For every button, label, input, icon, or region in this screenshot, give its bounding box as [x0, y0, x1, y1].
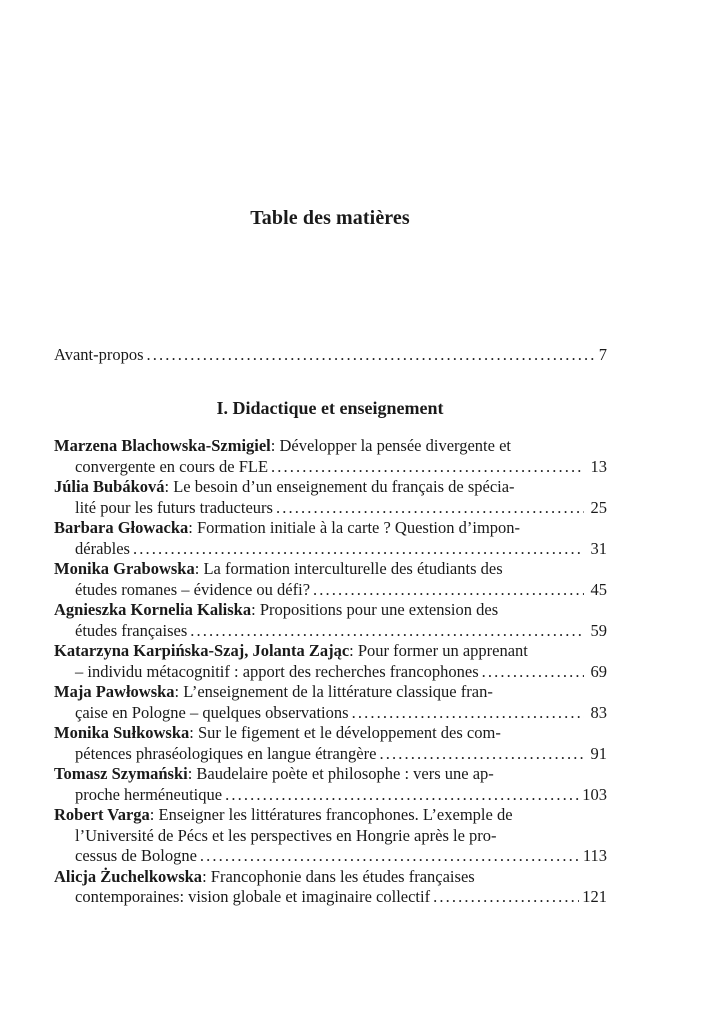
- section-heading: I. Didactique et enseignement: [216, 398, 444, 418]
- toc-title-line: cessus de Bologne: [75, 846, 197, 865]
- toc-entry[interactable]: [54, 518, 607, 559]
- dot-leader: [276, 498, 584, 519]
- toc-entries: [54, 436, 607, 908]
- toc-author: Agnieszka Kornelia Kaliska: [54, 600, 252, 619]
- toc-title-line: : La formation interculturelle des étudiants des: [194, 559, 503, 578]
- page-title: Table des matières: [250, 207, 410, 229]
- toc-page-number: 121: [582, 887, 607, 906]
- toc-title-line: : Formation initiale à la carte ? Question d’impon-: [188, 518, 521, 537]
- toc-title-line: dérables: [75, 538, 130, 558]
- toc-page-number: 59: [590, 620, 607, 640]
- toc-author: Marzena Blachowska-Szmigiel: [54, 436, 271, 455]
- toc-title-line: : Enseigner les littératures francophones. L’exemple de: [149, 805, 513, 824]
- toc-title-line: çaise en Pologne – quelques observations: [75, 702, 349, 722]
- toc-author: Monika Grabowska: [54, 559, 195, 578]
- toc-entry[interactable]: [54, 867, 607, 908]
- toc-title-line: convergente en cours de FLE: [75, 456, 269, 476]
- dot-leader: [313, 580, 584, 601]
- toc-author: Alicja Żuchelkowska: [54, 866, 203, 886]
- toc-title-line: : Pour former un apprenant: [349, 641, 528, 660]
- dot-leader: [271, 457, 584, 478]
- toc-author: Maja Pawłowska: [54, 682, 175, 701]
- toc-page-number: 83: [590, 702, 607, 722]
- toc-title-line: l’Université de Pécs et les perspectives en Hongrie après le pro-: [75, 825, 497, 845]
- toc-page-number: 103: [582, 784, 607, 804]
- dot-leader: [225, 785, 579, 806]
- toc-page-number: 25: [590, 497, 607, 517]
- toc-author: Tomasz Szymański: [54, 764, 188, 783]
- toc-page-number: 113: [582, 846, 607, 865]
- toc-page-number: 13: [590, 456, 607, 476]
- toc-title-line: contemporaines: vision globale et imaginaire collectif: [75, 887, 431, 906]
- toc-page-number: 91: [590, 743, 607, 763]
- toc-author: Barbara Głowacka: [54, 518, 189, 537]
- toc-author: Katarzyna Karpińska-Szaj, Jolanta Zając: [54, 641, 350, 660]
- toc-author: Júlia Bubáková: [54, 477, 165, 496]
- toc-title-line: : Propositions pour une extension des: [251, 600, 499, 619]
- dot-leader: [190, 621, 584, 642]
- toc-entry[interactable]: [54, 723, 607, 764]
- toc-entry[interactable]: [54, 805, 607, 867]
- dot-leader: [352, 703, 584, 724]
- toc-entry[interactable]: [54, 436, 607, 477]
- toc-page-number: 31: [590, 538, 607, 558]
- toc-page-number: 7: [598, 345, 607, 364]
- toc-title-line: : Développer la pensée divergente et: [270, 436, 511, 455]
- toc-entry[interactable]: [54, 682, 607, 723]
- toc-title-line: études françaises: [75, 620, 188, 640]
- toc-entry[interactable]: [54, 764, 607, 805]
- toc-author: Robert Varga: [54, 805, 150, 824]
- toc-title-line: pétences phraséologiques en langue étrangère: [75, 743, 377, 763]
- toc-page-number: 69: [590, 661, 607, 681]
- toc-entry[interactable]: [54, 477, 607, 518]
- toc-title-line: : Sur le figement et le développement des com-: [189, 723, 501, 742]
- dot-leader: [133, 539, 584, 560]
- toc-title-line: lité pour les futurs traducteurs: [75, 497, 273, 517]
- toc-author: Monika Sułkowska: [54, 723, 190, 742]
- dot-leader: [147, 344, 596, 366]
- dot-leader: [379, 744, 584, 765]
- toc-entry[interactable]: [54, 641, 607, 682]
- toc-entry[interactable]: [54, 559, 607, 600]
- toc-title-line: proche herméneutique: [75, 784, 223, 804]
- toc-entry-label: Avant-propos: [54, 345, 144, 364]
- toc-title-line: études romanes – évidence ou défi?: [75, 579, 311, 599]
- dot-leader: [482, 662, 584, 683]
- toc-entry[interactable]: [54, 600, 607, 641]
- toc-title-line: : Baudelaire poète et philosophe : vers une ap-: [187, 764, 494, 783]
- toc-entry-avant-propos[interactable]: [54, 344, 607, 366]
- dot-leader: [433, 887, 579, 908]
- dot-leader: [200, 846, 580, 867]
- toc-title-line: – individu métacognitif : apport des recherches francophones: [75, 661, 479, 681]
- toc-title-line: : Francophonie dans les études françaises: [202, 866, 475, 886]
- toc-title-line: : L’enseignement de la littérature classique fran-: [174, 682, 493, 701]
- toc-page-number: 45: [590, 579, 607, 599]
- toc-title-line: : Le besoin d’un enseignement du français de spécia-: [164, 477, 515, 496]
